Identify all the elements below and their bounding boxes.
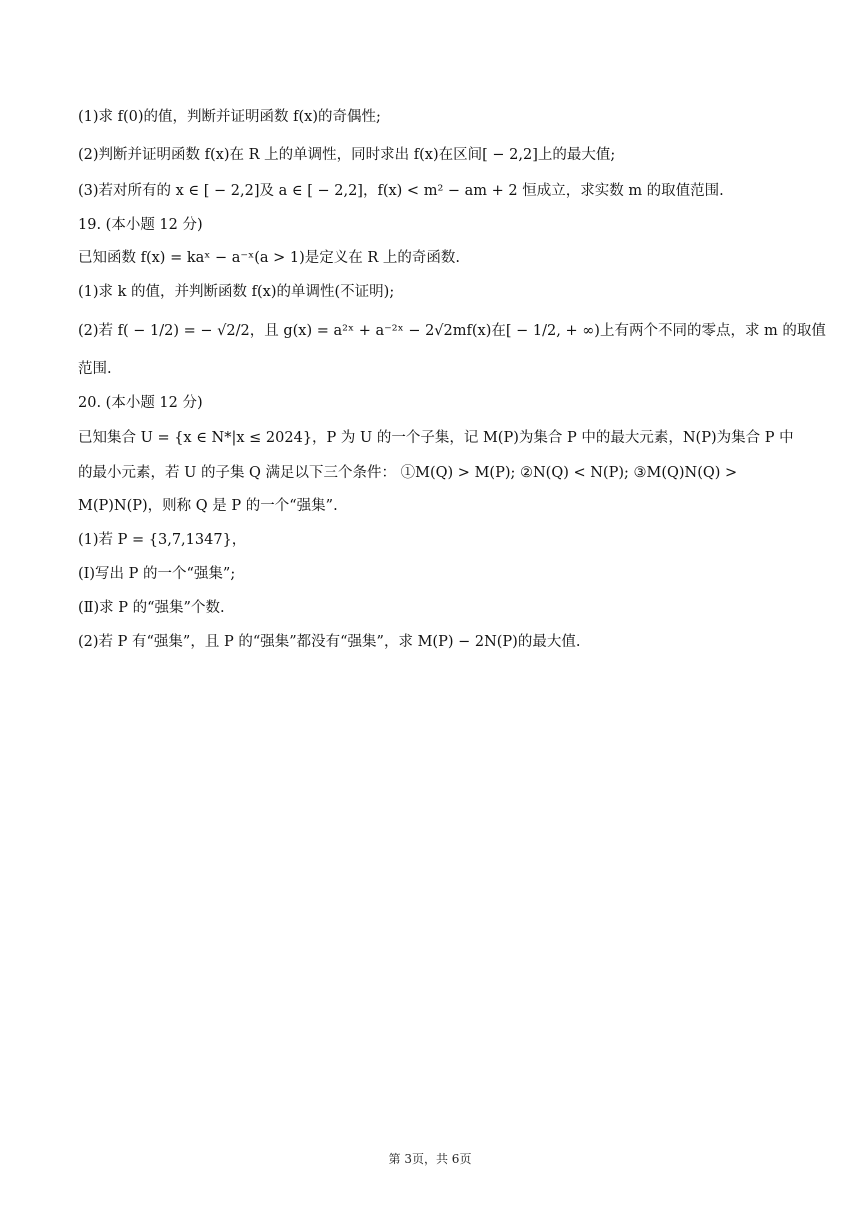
text-line: M(P)N(P)，则称 Q 是 P 的一个“强集”. (78, 498, 338, 514)
text-line: (1)若 P = {3,7,1347}， (78, 532, 247, 548)
text-line: 范围. (78, 361, 112, 377)
text-line: (Ⅱ)求 P 的“强集”个数. (78, 600, 225, 616)
text-line: (2)若 P 有“强集”，且 P 的“强集”都没有“强集”，求 M(P) − 2N(P)的最大值. (78, 634, 581, 650)
text-line: 已知函数 f(x) = kaˣ − a⁻ˣ(a > 1)是定义在 R 上的奇函数. (78, 250, 461, 266)
text-line: (1)求 k 的值，并判断函数 f(x)的单调性(不证明); (78, 284, 395, 300)
page-footer: 第 3页，共 6页 (388, 1152, 472, 1166)
text-line: (2)判断并证明函数 f(x)在 R 上的单调性，同时求出 f(x)在区间[ − 2,2]上的最大值; (78, 147, 616, 163)
question-heading: 20. (本小题 12 分) (78, 395, 203, 411)
text-line: (Ⅰ)写出 P 的一个“强集”; (78, 566, 236, 582)
text-line: (2)若 f( − 1/2) = − √2/2，且 g(x) = a²ˣ + a⁻²ˣ − 2√2mf(x)在[ − 1/2, + ∞)上有两个不同的零点，求 m 的取值 (78, 323, 826, 339)
text-line: 的最小元素，若 U 的子集 Q 满足以下三个条件： ①M(Q) > M(P); ②N(Q) < N(P); ③M(Q)N(Q) > (78, 465, 738, 481)
text-line: (3)若对所有的 x ∈ [ − 2,2]及 a ∈ [ − 2,2]，f(x) < m² − am + 2 恒成立，求实数 m 的取值范围. (78, 183, 724, 199)
text-line: 已知集合 U = {x ∈ N*|x ≤ 2024}，P 为 U 的一个子集，记 M(P)为集合 P 中的最大元素，N(P)为集合 P 中 (78, 430, 794, 446)
question-heading: 19. (本小题 12 分) (78, 217, 203, 233)
text-line: (1)求 f(0)的值，判断并证明函数 f(x)的奇偶性; (78, 109, 381, 125)
